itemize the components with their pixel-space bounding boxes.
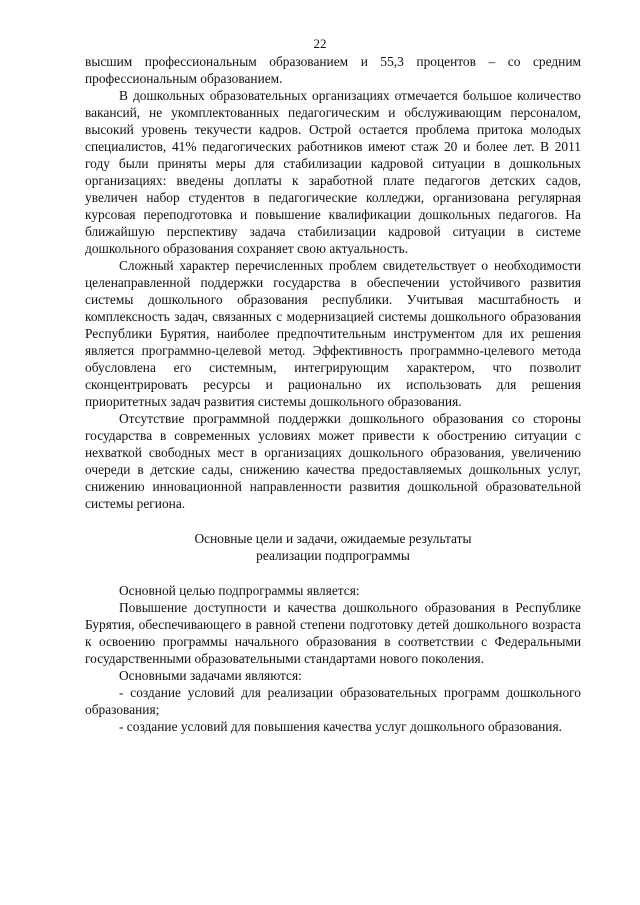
paragraph: Сложный характер перечисленных проблем свидетельствует о необходимости целенаправленной поддержки государства в обеспечении устойчивого развития системы дошкольного образования республики. Учитывая масштабность и комплексность задач, связанных с модернизацией системы дошкольного образования Республики Бурятия, наиболее предпочтительным инструментом для их решения является программно-целевой метод. Эффективность программно-целевого метода обусловлена его системным, интегрирующим характером, что позволит сконцентрировать ресурсы и рационально их использовать для решения приоритетных задач развития системы дошкольного образования. [85, 258, 581, 409]
paragraph: Основной целью подпрограммы является: [119, 583, 360, 598]
section-heading-line: Основные цели и задачи, ожидаемые результаты [194, 531, 472, 546]
paragraph: Отсутствие программной поддержки дошкольного образования со стороны государства в современных условиях может привести к обострению ситуации с нехваткой свободных мест в организациях дошкольного образования, увеличению очереди в детские сады, снижению качества предоставляемых дошкольных услуг, снижению инновационной направленности развития дошкольной образовательной системы региона. [85, 411, 581, 511]
paragraph: В дошкольных образовательных организациях отмечается большое количество вакансий, не укомплектованных педагогическим и обслуживающим персоналом, высокий уровень текучести кадров. Острой остается проблема притока молодых специалистов, 41% педагогических работников имеют стаж 20 и более лет. В 2011 году были приняты меры для стабилизации кадровой ситуации в дошкольных организациях: введены доплаты к заработной плате педагогов детских садов, увеличен набор студентов в педагогические колледжи, организована регулярная курсовая переподготовка и повышение квалификации дошкольных педагогов. На ближайшую перспективу задача стабилизации кадровой ситуации в системе дошкольного образования сохраняет свою актуальность. [85, 88, 581, 256]
document-body [85, 53, 581, 735]
page-number: 22 [313, 36, 327, 51]
paragraph: Основными задачами являются: [119, 668, 302, 683]
paragraph: высшим профессиональным образованием и 55,3 процентов – со средним профессиональным образованием. [85, 54, 581, 86]
section-heading [85, 530, 581, 564]
section-heading-line: реализации подпрограммы [256, 548, 410, 563]
paragraph: Повышение доступности и качества дошкольного образования в Республике Бурятия, обеспечивающего в равной степени подготовку детей дошкольного возраста к освоению программы начального образования в соответствии с Федеральными государственными образовательными стандартами нового поколения. [85, 600, 581, 666]
list-item: - создание условий для повышения качества услуг дошкольного образования. [119, 719, 562, 734]
list-item: - создание условий для реализации образовательных программ дошкольного образования; [85, 685, 581, 717]
